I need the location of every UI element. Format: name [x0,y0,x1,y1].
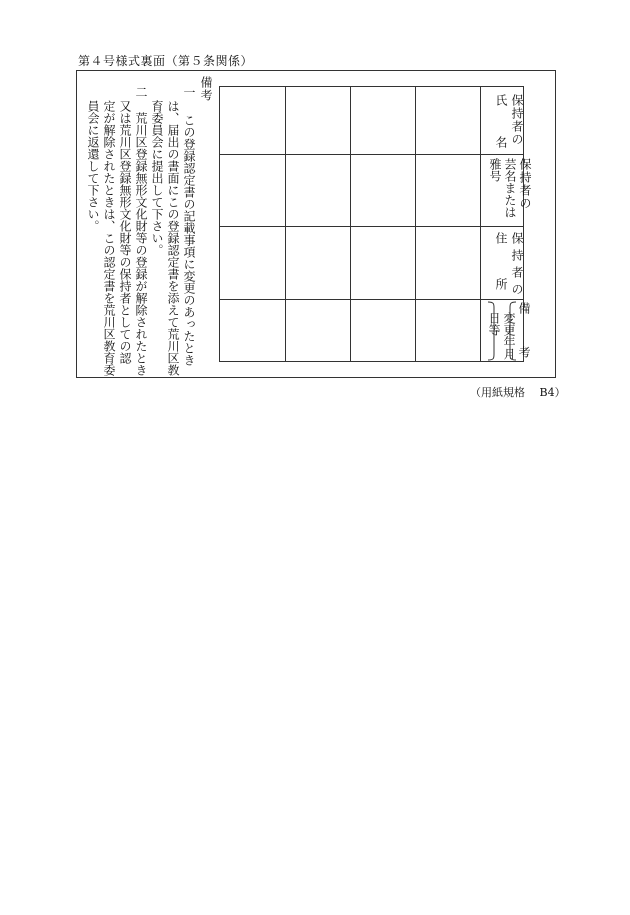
note-2-line1: 荒川区登録無形文化財等の登録が解除されたとき [134,112,148,376]
form-title: 第４号様式裏面（第５条関係） [78,54,254,68]
header-stage-line-a: 保持者の [518,158,532,210]
header-name-top: 氏 [494,94,508,106]
header-remarks-line-c: 日等 [487,312,501,336]
row-divider [220,299,523,300]
holder-table [219,86,524,362]
note-2-line3: 定が解除されたときは、この認定書を荒川区教育委 [102,100,116,376]
header-address-bottom: 所 [494,278,508,290]
header-remarks-line-b: 変更年月 [502,312,516,360]
column-divider [350,87,351,361]
header-remarks-bottom: 考 [517,346,531,358]
column-divider [415,87,416,361]
header-address-line-a: 保持者の [510,232,524,300]
note-2-line2: 又は荒川区登録無形文化財等の保持者としての認 [118,100,132,364]
column-divider [480,87,481,361]
header-remarks-top: 備 [517,302,531,314]
paper-size: （用紙規格 B4） [470,386,566,399]
header-stage-line-c: 雅号 [488,158,502,182]
note-1-number: 一 [182,86,196,98]
notes-heading: 備考 [199,76,213,102]
header-address-top: 住 [494,232,508,244]
note-2-number: 二 [134,86,148,98]
note-2-line4: 員会に返還して下さい。 [86,100,100,232]
header-stage-line-b: 芸名または [503,158,517,218]
note-1-line1: この登録認定書の記載事項に変更のあったとき [182,114,196,366]
note-1-line2: は、届出の書面にこの登録認定書を添えて荒川区教 [166,100,180,376]
row-divider [220,154,523,155]
header-name-line-a: 保持者の [510,94,524,146]
header-name-bottom: 名 [494,136,508,148]
column-divider [285,87,286,361]
remarks-bracket [484,300,520,362]
row-divider [220,226,523,227]
note-1-line3: 育委員会に提出して下さい。 [150,100,164,256]
